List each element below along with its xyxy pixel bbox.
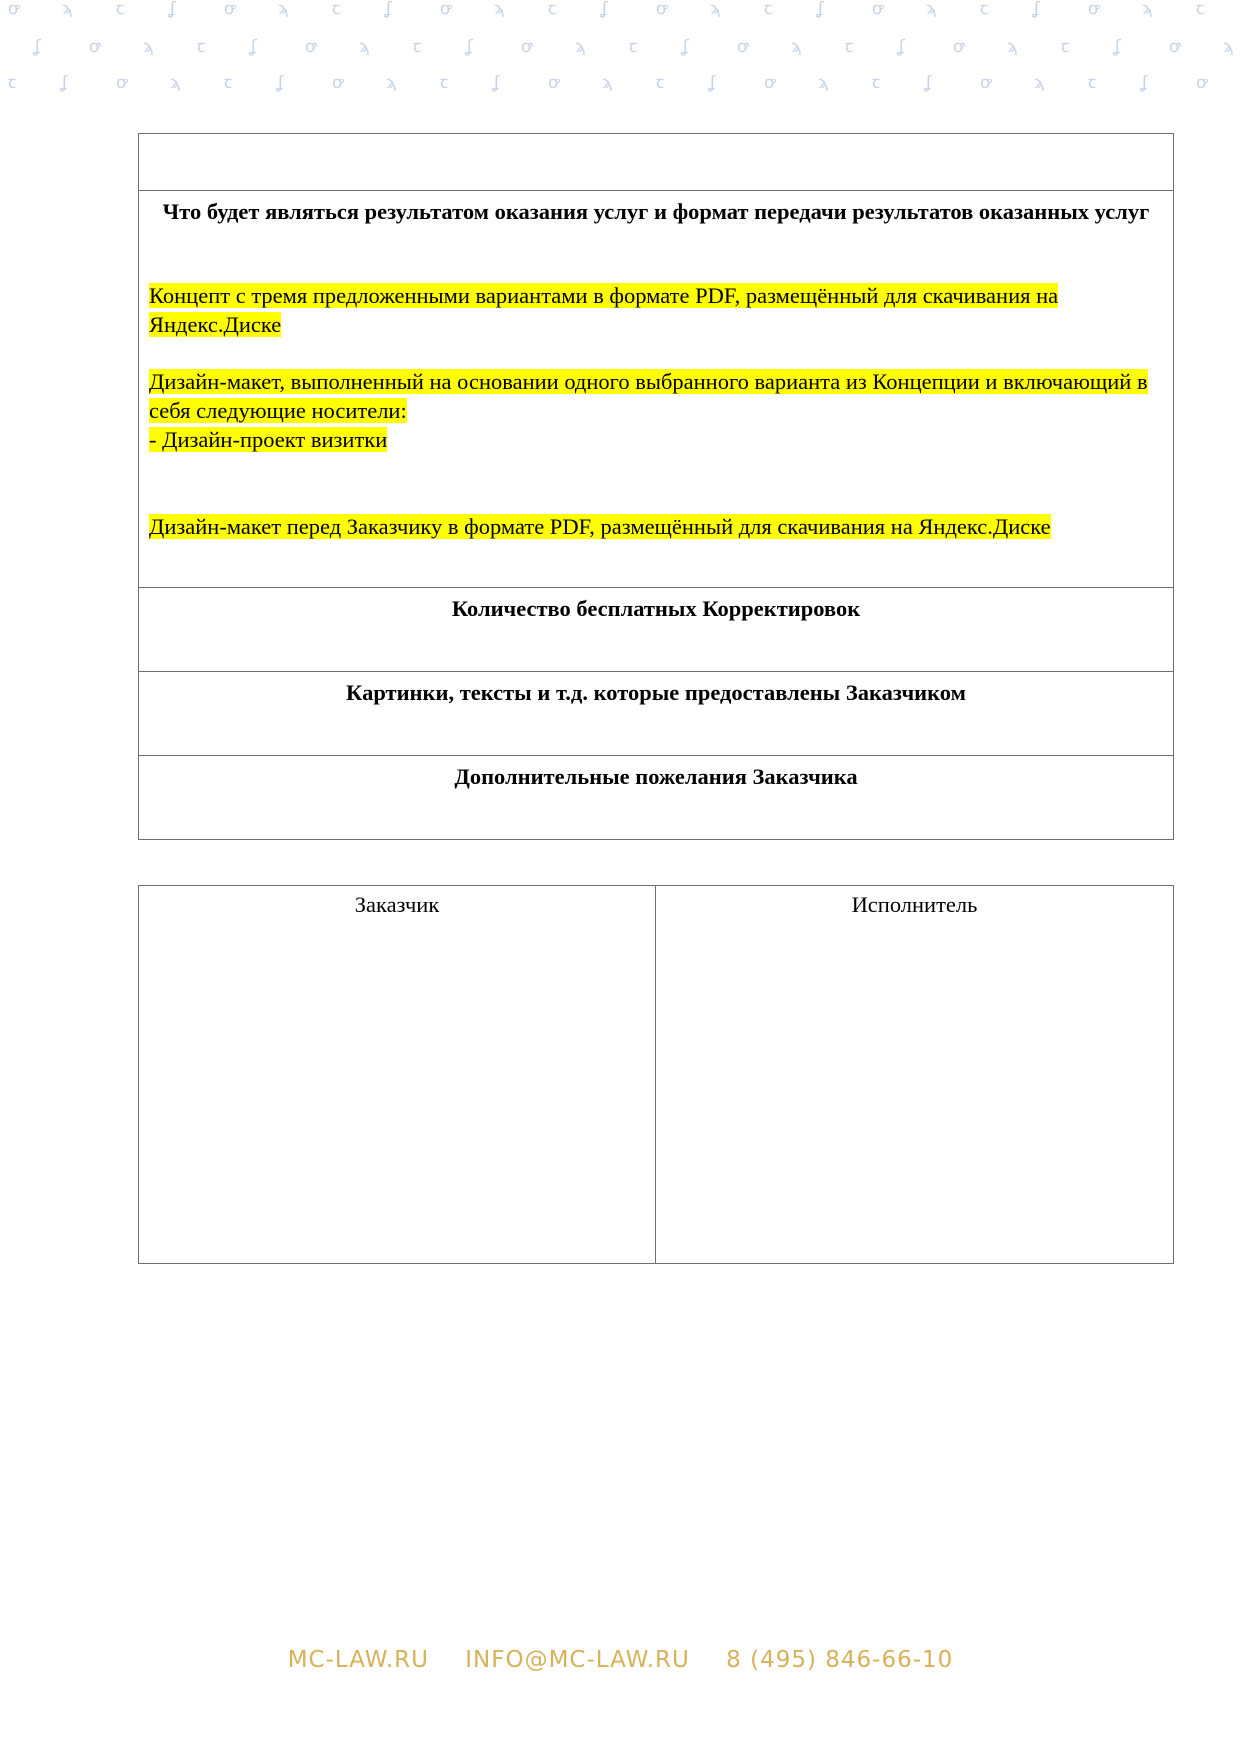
contractor-label: Исполнитель <box>851 892 978 917</box>
pattern-glyph: ʆ <box>710 73 716 93</box>
pattern-glyph: ʆ <box>899 37 905 57</box>
highlighted-text: Концепт с тремя предложенными вариантами в формате PDF, размещённый для скачивания на Яндекс.Диске <box>149 283 1059 337</box>
pattern-glyph: ϡ <box>278 0 289 19</box>
pattern-glyph: ꞇ <box>224 73 233 93</box>
signature-table <box>138 885 1174 1264</box>
pattern-glyph: ꝍ <box>953 37 965 57</box>
wishes-cell <box>139 756 1174 840</box>
customer-label: Заказчик <box>354 892 440 917</box>
customer-signature-cell <box>139 886 656 1264</box>
service-results-table <box>138 133 1174 840</box>
pattern-glyph: ꝍ <box>548 73 560 93</box>
pattern-glyph: ϡ <box>818 73 829 93</box>
wishes-row <box>139 756 1174 840</box>
pattern-glyph: ꞇ <box>197 37 206 57</box>
pattern-glyph: ϡ <box>575 37 586 57</box>
pattern-glyph: ϡ <box>710 0 721 19</box>
pattern-glyph: ꝍ <box>1088 0 1100 19</box>
pattern-glyph: ʆ <box>386 0 392 19</box>
pattern-glyph: ꝍ <box>8 0 20 19</box>
pattern-glyph: ʆ <box>494 73 500 93</box>
pattern-glyph: ꝍ <box>656 0 668 19</box>
contractor-signature-cell <box>656 886 1174 1264</box>
result-cell <box>139 191 1174 588</box>
corrections-heading: Количество бесплатных Корректировок <box>451 596 861 621</box>
pattern-glyph: ϡ <box>386 73 397 93</box>
pattern-glyph: ꝍ <box>116 73 128 93</box>
result-paragraph-layout <box>149 367 1163 454</box>
highlighted-text: Дизайн-макет перед Заказчику в формате PDF, размещённый для скачивания на Яндекс.Диске <box>149 514 1051 539</box>
pattern-glyph: ϡ <box>143 37 154 57</box>
pattern-glyph: ϡ <box>494 0 505 19</box>
pattern-glyph: ꞇ <box>764 0 773 19</box>
pattern-glyph: ꝍ <box>764 73 776 93</box>
pattern-glyph: ʆ <box>926 73 932 93</box>
pattern-glyph: ϡ <box>1142 0 1153 19</box>
pattern-glyph: ꞇ <box>1088 73 1097 93</box>
wishes-heading: Дополнительные пожелания Заказчика <box>454 764 858 789</box>
page-footer <box>0 1647 1241 1673</box>
pattern-glyph: ꝍ <box>980 73 992 93</box>
pattern-glyph: ʆ <box>62 73 68 93</box>
pattern-glyph: ꝍ <box>1169 37 1181 57</box>
pattern-glyph: ʆ <box>1142 73 1148 93</box>
pattern-glyph: ϡ <box>1034 73 1045 93</box>
pattern-glyph: ʆ <box>467 37 473 57</box>
corrections-row <box>139 588 1174 672</box>
materials-cell <box>139 672 1174 756</box>
decorative-header-pattern <box>0 0 1241 115</box>
pattern-glyph: ꝍ <box>872 0 884 19</box>
highlighted-text: - Дизайн-проект визитки <box>149 427 388 452</box>
pattern-glyph: ꞇ <box>548 0 557 19</box>
pattern-glyph: ꞇ <box>332 0 341 19</box>
pattern-glyph: ϡ <box>791 37 802 57</box>
pattern-glyph: ꞇ <box>1196 0 1205 19</box>
pattern-glyph: ϡ <box>926 0 937 19</box>
pattern-glyph: ꝍ <box>332 73 344 93</box>
pattern-glyph: ꞇ <box>629 37 638 57</box>
corrections-cell <box>139 588 1174 672</box>
pattern-glyph: ꞇ <box>413 37 422 57</box>
pattern-glyph: ꝍ <box>1196 73 1208 93</box>
materials-heading: Картинки, тексты и т.д. которые предоставлены Заказчиком <box>346 680 966 705</box>
pattern-glyph: ʆ <box>35 37 41 57</box>
pattern-glyph: ϡ <box>1223 37 1234 57</box>
pattern-glyph: ꞇ <box>116 0 125 19</box>
pattern-glyph: ꝍ <box>224 0 236 19</box>
pattern-glyph: ʆ <box>818 0 824 19</box>
pattern-glyph: ꝍ <box>521 37 533 57</box>
pattern-glyph: ϡ <box>62 0 73 19</box>
footer-website: MC-LAW.RU <box>287 1647 429 1673</box>
footer-email: INFO@MC-LAW.RU <box>465 1647 690 1673</box>
result-row <box>139 191 1174 588</box>
pattern-glyph: ꝍ <box>305 37 317 57</box>
pattern-glyph: ϡ <box>602 73 613 93</box>
pattern-glyph: ʆ <box>251 37 257 57</box>
pattern-glyph: ꞇ <box>980 0 989 19</box>
pattern-glyph: ʆ <box>1034 0 1040 19</box>
result-paragraph-concept <box>149 281 1163 339</box>
pattern-glyph: ϡ <box>170 73 181 93</box>
signature-row <box>139 886 1174 1264</box>
pattern-glyph: ꝍ <box>440 0 452 19</box>
pattern-glyph: ϡ <box>359 37 370 57</box>
pattern-glyph: ʆ <box>602 0 608 19</box>
pattern-glyph: ꝍ <box>89 37 101 57</box>
pattern-glyph: ʆ <box>170 0 176 19</box>
pattern-glyph: ꞇ <box>440 73 449 93</box>
pattern-glyph: ʆ <box>683 37 689 57</box>
footer-phone: 8 (495) 846-66-10 <box>726 1647 954 1673</box>
pattern-glyph: ʆ <box>278 73 284 93</box>
pattern-glyph: ϡ <box>1007 37 1018 57</box>
highlighted-text: Дизайн-макет, выполненный на основании одного выбранного варианта из Концепции и включающий в себя следующие носители: <box>149 369 1148 423</box>
pattern-glyph: ꞇ <box>872 73 881 93</box>
pattern-glyph: ꞇ <box>845 37 854 57</box>
pattern-glyph: ʆ <box>1115 37 1121 57</box>
pattern-glyph: ꞇ <box>8 73 17 93</box>
materials-row <box>139 672 1174 756</box>
pattern-glyph: ꝍ <box>737 37 749 57</box>
empty-cell <box>139 134 1174 191</box>
result-paragraph-delivery <box>149 512 1163 541</box>
pattern-glyph: ꞇ <box>1061 37 1070 57</box>
empty-row <box>139 134 1174 191</box>
pattern-glyph: ꞇ <box>656 73 665 93</box>
result-heading: Что будет являться результатом оказания услуг и формат передачи результатов оказанных услуг <box>162 199 1150 224</box>
